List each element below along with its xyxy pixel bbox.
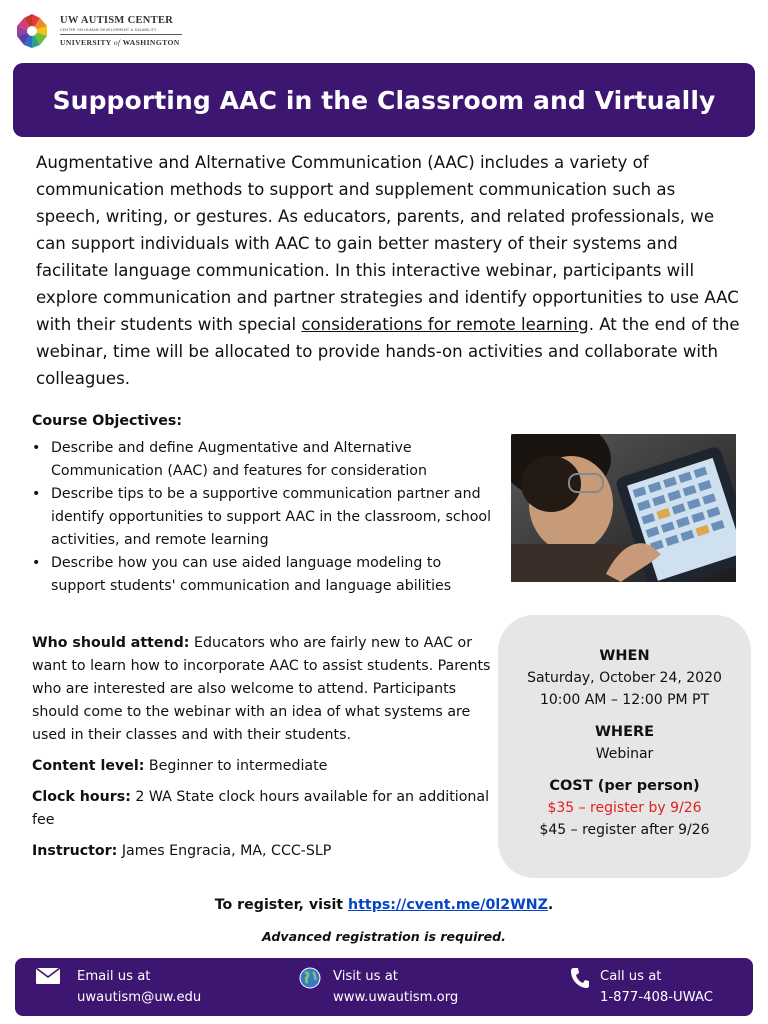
envelope-icon xyxy=(35,967,61,985)
clock-hours xyxy=(32,786,492,832)
intro-paragraph xyxy=(36,149,741,392)
course-objectives xyxy=(32,410,492,598)
when-label: WHEN xyxy=(599,648,650,664)
intro-text-end: . At the end of the webinar, time will be allocated to provide hands-on activities and collaborate with colleagues. xyxy=(36,315,740,388)
objective-item: • Describe tips to be a supportive communication partner and identify opportunities to support AAC in the classroom, school activities, and remote learning xyxy=(32,483,492,552)
web-label: Visit us at xyxy=(333,969,398,984)
cost-late: $45 – register after 9/26 xyxy=(539,822,710,838)
registration-note: Advanced registration is required. xyxy=(262,929,506,944)
email-address[interactable]: uwautism@uw.edu xyxy=(77,990,202,1005)
instructor xyxy=(32,840,492,863)
phone-icon xyxy=(570,967,590,989)
instructor-text: James Engracia, MA, CCC-SLP xyxy=(117,843,332,859)
email-contact xyxy=(77,966,201,1008)
course-details xyxy=(32,632,492,871)
phone-label: Call us at xyxy=(600,969,662,984)
contact-footer xyxy=(15,958,753,1016)
level-text: Beginner to intermediate xyxy=(144,758,328,774)
register-link[interactable]: https://cvent.me/0l2WNZ xyxy=(348,897,548,913)
org-name: UW AUTISM CENTER xyxy=(60,15,174,26)
university-name xyxy=(60,38,180,47)
university-prefix: UNIVERSITY xyxy=(60,38,112,47)
content-level xyxy=(32,755,492,778)
register-prefix: To register, visit xyxy=(214,897,349,913)
phone-number[interactable]: 1-877-408-UWAC xyxy=(600,990,713,1005)
hours-text: 2 WA State clock hours available for an additional fee xyxy=(32,789,490,828)
university-of: of xyxy=(113,38,121,47)
photo-illustration xyxy=(511,434,736,582)
objectives-title: Course Objectives: xyxy=(32,413,183,429)
event-time: 10:00 AM – 12:00 PM PT xyxy=(539,692,710,708)
objective-item: • Describe how you can use aided language modeling to support students' communication and language abilities xyxy=(32,552,492,598)
child-using-aac-tablet-photo xyxy=(511,434,736,582)
org-subtitle: CENTER ON HUMAN DEVELOPMENT & DISABILITY xyxy=(60,28,157,32)
university-suffix: WASHINGTON xyxy=(122,38,180,47)
org-header xyxy=(14,12,184,50)
intro-text: Augmentative and Alternative Communication (AAC) includes a variety of communication methods to support and supplement communication such as speech, writing, or gestures. As educators, parents, and related professionals, we can support individuals with AAC to gain better mastery of their systems and facilitate language communication. In this interactive webinar, participants will explore communication and partner strategies and identify opportunities to use AAC with their students with special xyxy=(36,153,739,334)
email-label: Email us at xyxy=(77,969,151,984)
who-text: Educators who are fairly new to AAC or want to learn how to incorporate AAC to assist students. Parents who are interested are also welcome to attend. Participants should come to the webinar with an idea of what systems are used in their classes and with their students. xyxy=(32,635,491,743)
cost-label: COST (per person) xyxy=(549,778,700,794)
who-label: Who should attend: xyxy=(32,635,190,651)
globe-icon xyxy=(299,967,321,989)
instructor-label: Instructor: xyxy=(32,843,118,859)
cost-early: $35 – register by 9/26 xyxy=(547,800,702,816)
web-contact xyxy=(333,966,458,1008)
title-banner xyxy=(13,63,755,137)
level-label: Content level: xyxy=(32,758,145,774)
hours-label: Clock hours: xyxy=(32,789,131,805)
event-date: Saturday, October 24, 2020 xyxy=(527,670,722,686)
where-label: WHERE xyxy=(594,724,655,740)
page-title: Supporting AAC in the Classroom and Virtually xyxy=(52,85,716,115)
who-should-attend xyxy=(32,632,492,747)
org-divider xyxy=(60,34,182,35)
register-suffix: . xyxy=(547,897,554,913)
register-line xyxy=(0,897,768,913)
event-info-card xyxy=(498,615,751,878)
event-location: Webinar xyxy=(595,746,654,762)
phone-contact xyxy=(600,966,713,1008)
intro-underlined-text: considerations for remote learning xyxy=(301,315,589,334)
objectives-list xyxy=(32,437,492,598)
objective-item: • Describe and define Augmentative and Alternative Communication (AAC) and features for consideration xyxy=(32,437,492,483)
website-url[interactable]: www.uwautism.org xyxy=(333,990,459,1005)
uw-autism-center-logo-icon xyxy=(14,12,50,50)
